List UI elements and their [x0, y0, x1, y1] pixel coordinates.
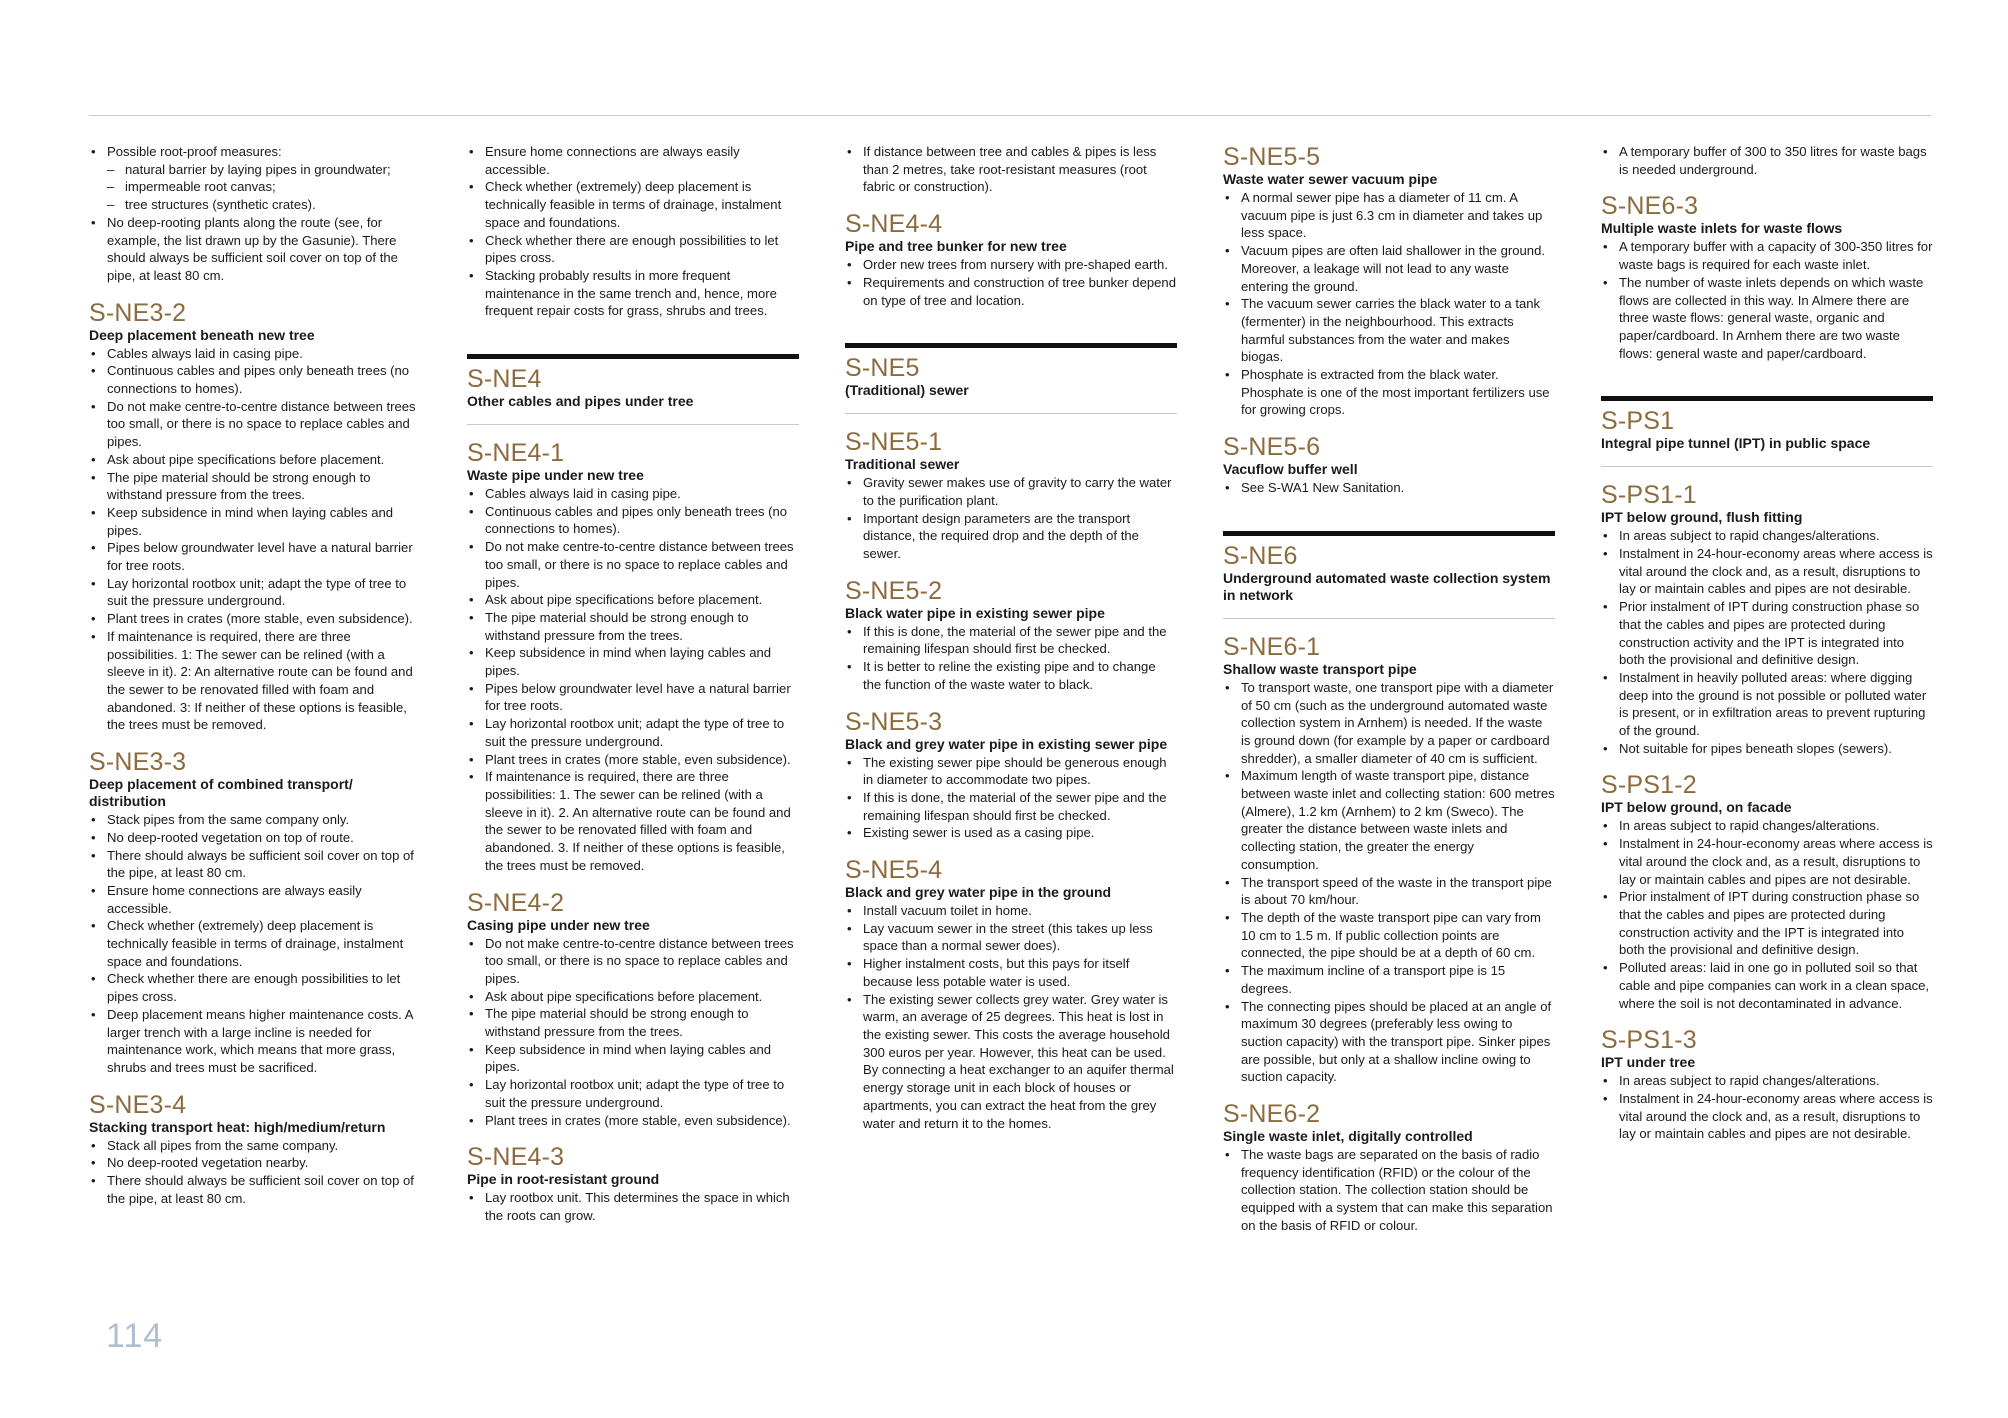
- section: [1601, 771, 1933, 1012]
- list-item: • A temporary buffer with a capacity of 300-350 litres for waste bags is required for each waste inlet.: [1619, 238, 1933, 273]
- sub-list-item: – natural barrier by laying pipes in groundwater;: [125, 161, 421, 179]
- list-item-text: Check whether (extremely) deep placement is technically feasible in terms of drainage, instalment space and foundations.: [485, 179, 782, 230]
- list-item: • Continuous cables and pipes only beneath trees (no connections to homes).: [107, 362, 421, 397]
- section-title: Traditional sewer: [845, 456, 960, 473]
- section-title: Deep placement of combined transport/ distribution: [89, 776, 353, 810]
- list-item: • It is better to reline the existing pipe and to change the function of the waste water to black.: [863, 658, 1177, 693]
- list-item: • Important design parameters are the transport distance, the required drop and the depth of the sewer.: [863, 510, 1177, 563]
- list-item: • If this is done, the material of the sewer pipe and the remaining lifespan should first be checked.: [863, 789, 1177, 824]
- section-code: S-NE4-3: [467, 1143, 565, 1172]
- section: [845, 856, 1177, 1132]
- list-item: • The existing sewer pipe should be generous enough in diameter to accommodate two pipes.: [863, 754, 1177, 789]
- list-item: • The maximum incline of a transport pipe is 15 degrees.: [1241, 962, 1555, 997]
- section: [1601, 481, 1933, 757]
- list-item: [107, 214, 421, 285]
- section: [845, 428, 1177, 563]
- bullet-list: [845, 474, 1177, 563]
- section-title: Integral pipe tunnel (IPT) in public space: [1601, 435, 1933, 467]
- list-item: • Polluted areas: laid in one go in polluted soil so that cable and pipe companies can work in a clean space, where the soil is not decontaminated in advance.: [1619, 959, 1933, 1012]
- list-item: • Do not make centre-to-centre distance between trees too small, or there is no space to replace cables and pipes.: [485, 538, 799, 591]
- section-code: S-NE5-2: [845, 576, 943, 605]
- list-item: • Keep subsidence in mind when laying cables and pipes.: [107, 504, 421, 539]
- bullet-list: [1601, 238, 1933, 362]
- list-item: [863, 143, 1177, 196]
- bullet-list: [845, 902, 1177, 1132]
- column-1: [89, 143, 421, 1303]
- list-item: • Lay horizontal rootbox unit; adapt the type of tree to suit the pressure underground.: [485, 1076, 799, 1111]
- section-code: S-NE3-3: [89, 748, 187, 777]
- list-item: • The number of waste inlets depends on which waste flows are collected in this way. In Almere there are three waste flows: general waste, organic and paper/cardboard. In Arnhem there are two waste flows: general waste and paper/cardboard.: [1619, 274, 1933, 363]
- list-item: [107, 143, 421, 214]
- section-code: S-NE4-1: [467, 439, 565, 468]
- section: [89, 1091, 421, 1208]
- list-item: • In areas subject to rapid changes/alterations.: [1619, 817, 1933, 835]
- section: [89, 748, 421, 1077]
- list-item: • Ask about pipe specifications before placement.: [485, 988, 799, 1006]
- sub-list-item: – tree structures (synthetic crates).: [125, 196, 421, 214]
- list-item: • See S-WA1 New Sanitation.: [1241, 479, 1555, 497]
- list-item: [485, 178, 799, 231]
- section-code: S-NE6-3: [1601, 192, 1699, 221]
- section-code: S-PS1: [1601, 407, 1675, 436]
- bullet-list: [1601, 143, 1933, 178]
- section-code: S-NE5-5: [1223, 143, 1321, 171]
- list-item: • Ensure home connections are always easily accessible.: [107, 882, 421, 917]
- section-code: S-NE5-4: [845, 856, 943, 885]
- section: [1223, 143, 1555, 419]
- list-item: • Lay horizontal rootbox unit; adapt the type of tree to suit the pressure underground.: [107, 575, 421, 610]
- sub-list: [107, 161, 421, 214]
- section-title: Waste water sewer vacuum pipe: [1223, 171, 1438, 187]
- section-code: S-NE5-3: [845, 707, 943, 736]
- list-item-text: Possible root-proof measures:: [107, 144, 282, 159]
- list-item: • Stack all pipes from the same company.: [107, 1137, 421, 1155]
- list-item: • Gravity sewer makes use of gravity to carry the water to the purification plant.: [863, 474, 1177, 509]
- list-item: • Do not make centre-to-centre distance between trees too small, or there is no space to replace cables and pipes.: [485, 935, 799, 988]
- list-item-text: Ensure home connections are always easily accessible.: [485, 144, 740, 177]
- list-item: • Phosphate is extracted from the black water. Phosphate is one of the most important fertilizers use for growing crops.: [1241, 366, 1555, 419]
- section-code: S-NE6-2: [1223, 1100, 1321, 1129]
- section-title: Black water pipe in existing sewer pipe: [845, 604, 1105, 621]
- list-item: • Plant trees in crates (more stable, even subsidence).: [485, 1112, 799, 1130]
- list-item: • Lay horizontal rootbox unit; adapt the type of tree to suit the pressure underground.: [485, 715, 799, 750]
- list-item: • Instalment in 24-hour-economy areas where access is vital around the clock and, as a result, disruptions to lay or maintain cables and pipes are not desirable.: [1619, 545, 1933, 598]
- list-item-text: If distance between tree and cables & pipes is less than 2 metres, take root-resistant measures (root fabric or construction).: [863, 144, 1157, 195]
- section-title: Underground automated waste collection system in network: [1223, 570, 1555, 619]
- list-item: • If maintenance is required, there are three possibilities. 1: The sewer can be relined (with a sleeve in it). 2: An alternative route can be found and the sewer to be renovated filled with foam and abandoned. 3: If neither of these options is feasible, the trees must be removed.: [107, 628, 421, 734]
- section-title: Casing pipe under new tree: [467, 916, 650, 933]
- list-item: • Cables always laid in casing pipe.: [485, 485, 799, 503]
- list-item: • Keep subsidence in mind when laying cables and pipes.: [485, 1041, 799, 1076]
- bullet-list: [1601, 527, 1933, 757]
- bullet-list: [845, 754, 1177, 843]
- section-title: IPT below ground, flush fitting: [1601, 509, 1803, 526]
- bullet-list: [845, 256, 1177, 309]
- bullet-list: [1601, 817, 1933, 1012]
- section: [1601, 1026, 1933, 1143]
- bullet-list: [1223, 479, 1555, 497]
- section-code: S-NE5-6: [1223, 433, 1321, 462]
- section: [1601, 192, 1933, 362]
- section-title: (Traditional) sewer: [845, 382, 1177, 414]
- sub-list-item: – impermeable root canvas;: [125, 178, 421, 196]
- list-item: • The transport speed of the waste in the transport pipe is about 70 km/hour.: [1241, 874, 1555, 909]
- list-item: • Instalment in heavily polluted areas: where digging deep into the ground is not possible or polluted water is present, or in exfiltration areas to prevent rupturing of the ground.: [1619, 669, 1933, 740]
- list-item-text: A temporary buffer of 300 to 350 litres for waste bags is needed underground.: [1619, 144, 1927, 177]
- page-number: 114: [106, 1317, 164, 1355]
- bullet-list: [89, 811, 421, 1077]
- bullet-list: [1223, 679, 1555, 1086]
- section-title: Black and grey water pipe in the ground: [845, 884, 1112, 901]
- list-item: • Instalment in 24-hour-economy areas where access is vital around the clock and, as a result, disruptions to lay or maintain cables and pipes are not desirable.: [1619, 835, 1933, 888]
- list-item: • Deep placement means higher maintenance costs. A larger trench with a large incline is needed for maintenance work, which means that more grass, shrubs and trees must be sacrificed.: [107, 1006, 421, 1077]
- list-item: • There should always be sufficient soil cover on top of the pipe, at least 80 cm.: [107, 1172, 421, 1207]
- list-item: • A normal sewer pipe has a diameter of 11 cm. A vacuum pipe is just 6.3 cm in diameter and takes up less space.: [1241, 189, 1555, 242]
- bullet-list: [845, 143, 1177, 196]
- major-section: [1601, 396, 1933, 467]
- section-code: S-NE5: [845, 354, 920, 383]
- list-item: [485, 143, 799, 178]
- list-item-text: No deep-rooting plants along the route (see, for example, the list drawn up by the Gasunie). There should always be sufficient soil cover on top of the pipe, at least 80 cm.: [107, 214, 398, 283]
- section-title: Pipe and tree bunker for new tree: [845, 238, 1067, 255]
- list-item: • No deep-rooted vegetation nearby.: [107, 1154, 421, 1172]
- list-item: • Check whether (extremely) deep placement is technically feasible in terms of drainage, instalment space and foundations.: [107, 917, 421, 970]
- list-item: • Lay rootbox unit. This determines the space in which the roots can grow.: [485, 1189, 799, 1224]
- section: [467, 1143, 799, 1224]
- list-item-text: Stacking probably results in more frequent maintenance in the same trench and, hence, more frequent repair costs for grass, shrubs and trees.: [485, 267, 777, 319]
- section-title: Black and grey water pipe in existing sewer pipe: [845, 735, 1168, 752]
- section-code: S-PS1-3: [1601, 1026, 1697, 1055]
- bullet-list: [467, 485, 799, 874]
- section: [467, 889, 799, 1130]
- text-columns: [89, 143, 1931, 1303]
- section-code: S-NE4: [467, 365, 542, 394]
- column-3: [845, 143, 1177, 1303]
- section: [845, 210, 1177, 309]
- bullet-list: [1601, 1072, 1933, 1143]
- section-code: S-NE5-1: [845, 428, 943, 457]
- section-title: Deep placement beneath new tree: [89, 326, 315, 343]
- section-title: Shallow waste transport pipe: [1223, 660, 1417, 677]
- major-section: [467, 354, 799, 425]
- list-item: • Not suitable for pipes beneath slopes (sewers).: [1619, 740, 1933, 758]
- section: [845, 577, 1177, 694]
- section-title: Waste pipe under new tree: [467, 467, 644, 484]
- bullet-list: [89, 143, 421, 285]
- section: [845, 708, 1177, 843]
- section-code: S-NE6: [1223, 541, 1298, 570]
- section: [1223, 433, 1555, 497]
- list-item: • Lay vacuum sewer in the street (this takes up less space than a normal sewer does).: [863, 920, 1177, 955]
- list-item: • There should always be sufficient soil cover on top of the pipe, at least 80 cm.: [107, 847, 421, 882]
- list-item: • The waste bags are separated on the basis of radio frequency identification (RFID) or the colour of the collection station. The collection station should be equipped with a system that can make this separation on the basis of RFID or colour.: [1241, 1146, 1555, 1235]
- top-rule: [89, 115, 1931, 116]
- list-item: [485, 232, 799, 267]
- list-item: • Maximum length of waste transport pipe, distance between waste inlet and collecting station: 600 metres (Almere), 1.2 km (Arnhem) to 2 km (Sweco). The greater the distance between waste inlets and collecting station, the greater the energy consumption.: [1241, 767, 1555, 873]
- bullet-list: [467, 1189, 799, 1224]
- list-item: • Existing sewer is used as a casing pipe.: [863, 824, 1177, 842]
- section-title: IPT under tree: [1601, 1054, 1696, 1071]
- list-item: • Order new trees from nursery with pre-shaped earth.: [863, 256, 1177, 274]
- list-item: • In areas subject to rapid changes/alterations.: [1619, 1072, 1933, 1090]
- section-title: Multiple waste inlets for waste flows: [1601, 220, 1843, 237]
- section-code: S-PS1-2: [1601, 771, 1697, 800]
- column-2: [467, 143, 799, 1303]
- bullet-list: [1223, 1146, 1555, 1235]
- list-item: • The pipe material should be strong enough to withstand pressure from the trees.: [107, 469, 421, 504]
- bullet-list: [89, 1137, 421, 1208]
- list-item: • Instalment in 24-hour-economy areas where access is vital around the clock and, as a result, disruptions to lay or maintain cables and pipes are not desirable.: [1619, 1090, 1933, 1143]
- major-section: [845, 343, 1177, 414]
- section-title: IPT below ground, on facade: [1601, 799, 1792, 816]
- list-item: • Stack pipes from the same company only.: [107, 811, 421, 829]
- list-item: • Install vacuum toilet in home.: [863, 902, 1177, 920]
- section-code: S-NE6-1: [1223, 632, 1321, 661]
- list-item: • Requirements and construction of tree bunker depend on type of tree and location.: [863, 274, 1177, 309]
- section-code: S-NE3-4: [89, 1090, 187, 1119]
- section: [467, 439, 799, 874]
- section-title: Stacking transport heat: high/medium/return: [89, 1118, 386, 1135]
- list-item: • The pipe material should be strong enough to withstand pressure from the trees.: [485, 1005, 799, 1040]
- column-4: [1223, 143, 1555, 1303]
- section-code: S-NE4-4: [845, 210, 943, 239]
- bullet-list: [89, 345, 421, 734]
- section: [1223, 633, 1555, 1086]
- bullet-list: [467, 143, 799, 320]
- list-item: • Plant trees in crates (more stable, even subsidence).: [107, 610, 421, 628]
- list-item: • Prior instalment of IPT during construction phase so that the cables and pipes are protected during construction activity and the IPT is integrated into both the provisional and definitive design.: [1619, 888, 1933, 959]
- list-item: • Prior instalment of IPT during construction phase so that the cables and pipes are protected during construction activity and the IPT is integrated into both the provisional and definitive design.: [1619, 598, 1933, 669]
- list-item: • Ask about pipe specifications before placement.: [107, 451, 421, 469]
- section-title: Other cables and pipes under tree: [467, 393, 799, 425]
- list-item: • The depth of the waste transport pipe can vary from 10 cm to 1.5 m. If public collection points are connected, the pipe should be at a depth of 60 cm.: [1241, 909, 1555, 962]
- section-code: S-PS1-1: [1601, 481, 1697, 510]
- bullet-list: [467, 935, 799, 1130]
- list-item: [1619, 143, 1933, 178]
- list-item: • In areas subject to rapid changes/alterations.: [1619, 527, 1933, 545]
- list-item: • The existing sewer collects grey water. Grey water is warm, an average of 25 degrees. This heat is lost in the existing sewer. This costs the average household 300 euros per year. However, this heat can be used. By connecting a heat exchanger to an aquifer thermal energy storage unit in each block of houses or apartments, you can extract the heat from the grey water and return it to the homes.: [863, 991, 1177, 1133]
- list-item: • If maintenance is required, there are three possibilities: 1. The sewer can be relined (with a sleeve in it). 2. An alternative route can be found and the sewer to be renovated filled with foam and abandoned. 3. If neither of these options is feasible, the trees must be removed.: [485, 768, 799, 874]
- column-5: [1601, 143, 1933, 1303]
- bullet-list: [845, 623, 1177, 694]
- section-title: Single waste inlet, digitally controlled: [1223, 1128, 1473, 1145]
- list-item: • Higher instalment costs, but this pays for itself because less potable water is used.: [863, 955, 1177, 990]
- bullet-list: [1223, 189, 1555, 419]
- list-item: • The vacuum sewer carries the black water to a tank (fermenter) in the neighbourhood. This extracts harmful substances from the water and makes biogas.: [1241, 295, 1555, 366]
- list-item: • Check whether there are enough possibilities to let pipes cross.: [107, 970, 421, 1005]
- list-item: • Pipes below groundwater level have a natural barrier for tree roots.: [107, 539, 421, 574]
- section-code: S-NE4-2: [467, 888, 565, 917]
- section-title: Vacuflow buffer well: [1223, 461, 1358, 478]
- list-item: • Pipes below groundwater level have a natural barrier for tree roots.: [485, 680, 799, 715]
- list-item: [485, 267, 799, 320]
- list-item: • No deep-rooted vegetation on top of route.: [107, 829, 421, 847]
- list-item-text: Check whether there are enough possibilities to let pipes cross.: [485, 232, 779, 266]
- section-title: Pipe in root-resistant ground: [467, 1171, 660, 1188]
- list-item: • The pipe material should be strong enough to withstand pressure from the trees.: [485, 609, 799, 644]
- list-item: • Cables always laid in casing pipe.: [107, 345, 421, 363]
- list-item: • Do not make centre-to-centre distance between trees too small, or there is no space to replace cables and pipes.: [107, 398, 421, 451]
- list-item: • Ask about pipe specifications before placement.: [485, 591, 799, 609]
- list-item: • To transport waste, one transport pipe with a diameter of 50 cm (such as the underground automated waste collection system in Arnhem) is needed. If the waste is ground down (for example by a paper or cardboard shredder), a smaller diameter of 40 cm is sufficient.: [1241, 679, 1555, 768]
- list-item: • Continuous cables and pipes only beneath trees (no connections to homes).: [485, 503, 799, 538]
- list-item: • Keep subsidence in mind when laying cables and pipes.: [485, 644, 799, 679]
- section: [89, 299, 421, 734]
- section: [1223, 1100, 1555, 1235]
- major-section: [1223, 531, 1555, 619]
- list-item: • Plant trees in crates (more stable, even subsidence).: [485, 751, 799, 769]
- list-item: • If this is done, the material of the sewer pipe and the remaining lifespan should first be checked.: [863, 623, 1177, 658]
- section-code: S-NE3-2: [89, 298, 187, 327]
- list-item: • Vacuum pipes are often laid shallower in the ground. Moreover, a leakage will not lead to any waste entering the ground.: [1241, 242, 1555, 295]
- list-item: • The connecting pipes should be placed at an angle of maximum 30 degrees (preferably less owing to suction capacity) with the transport pipe. Sinker pipes are possible, but only at a shallow incline owing to suction capacity.: [1241, 998, 1555, 1087]
